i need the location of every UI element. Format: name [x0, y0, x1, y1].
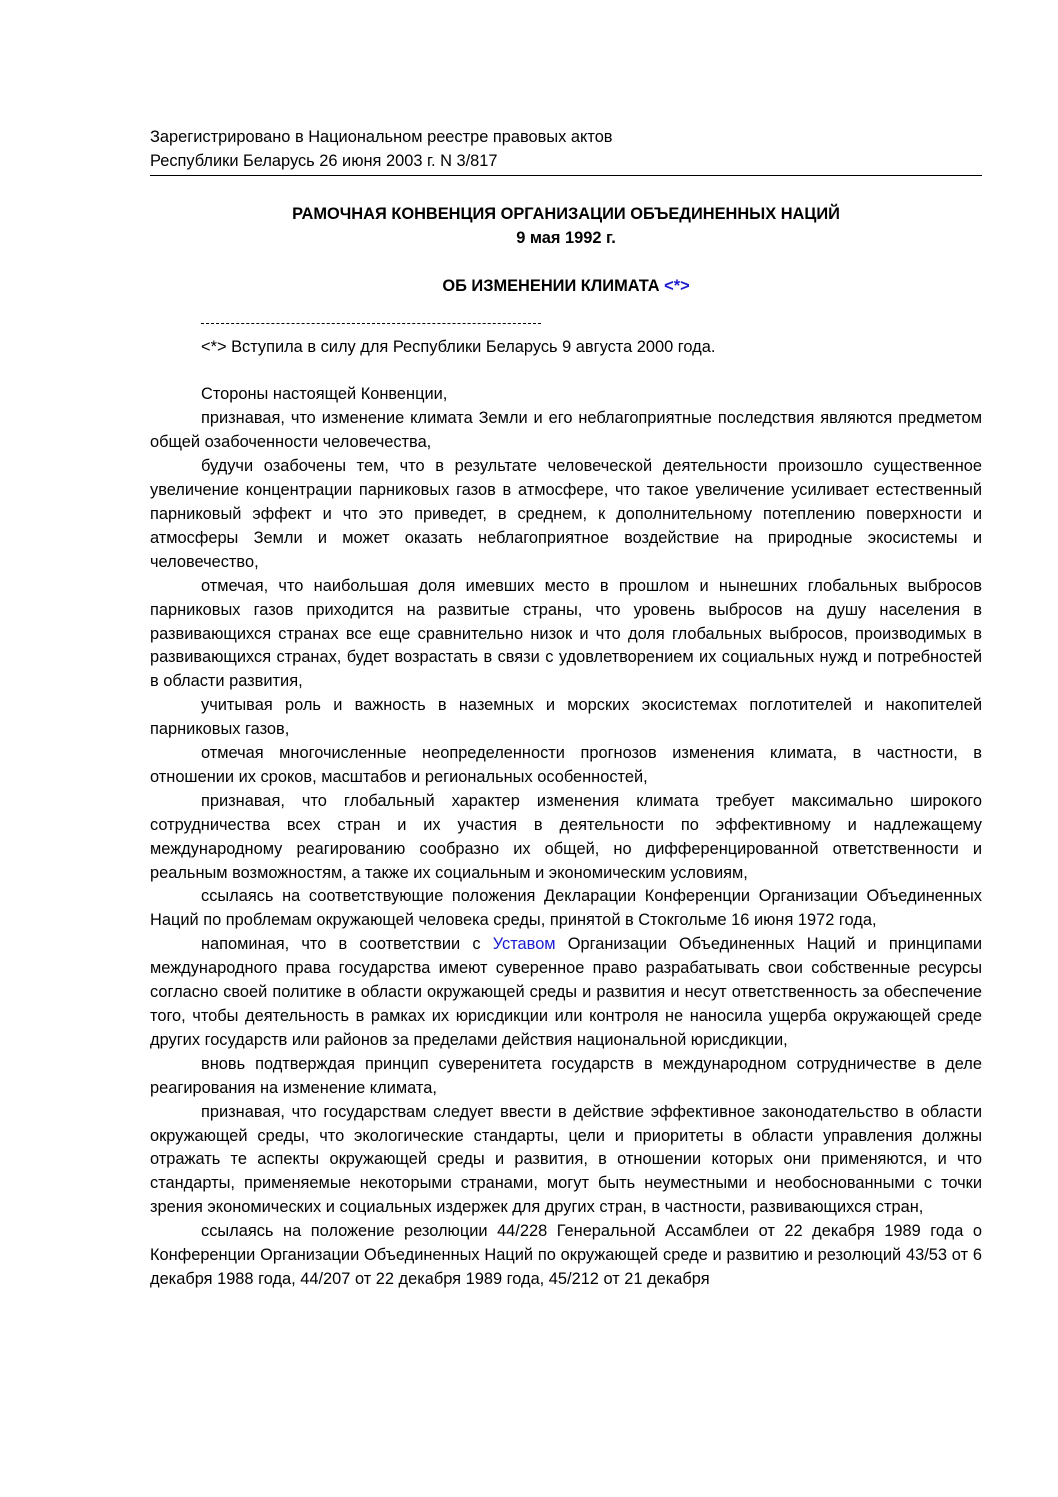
- subtitle-text: ОБ ИЗМЕНЕНИИ КЛИМАТА: [442, 276, 660, 295]
- paragraph: вновь подтверждая принцип суверенитета государств в международном сотрудничестве в деле реагирования на изменение климата,: [150, 1054, 982, 1097]
- paragraph: ссылаясь на положение резолюции 44/228 Генеральной Ассамблеи от 22 декабря 1989 года о Конференции Организации Объединенных Наций по окружающей среде и развитию и резолюций 43/53 от 6 декабря 1988 года, 44/207 от 22 декабря 1989 года, 45/212 от 21 декабря: [150, 1222, 982, 1288]
- paragraph: ссылаясь на соответствующие положения Декларации Конференции Организации Объединенных Наций по проблемам окружающей человека среды, принятой в Стокгольме 16 июня 1972 года,: [150, 887, 982, 930]
- footnote-reference-link[interactable]: <*>: [664, 276, 690, 295]
- paragraph: будучи озабочены тем, что в результате человеческой деятельности произошло существенное увеличение концентрации парниковых газов в атмосфере, что такое увеличение усиливает естественный парниковый эффект и что это приведет, в среднем, к дополнительному потеплению поверхности и атмосферы Земли и может оказать неблагоприятное воздействие на природные экосистемы и человечество,: [150, 457, 982, 571]
- footnote-divider: [201, 323, 541, 336]
- paragraph: учитывая роль и важность в наземных и морских экосистемах поглотителей и накопителей парниковых газов,: [150, 696, 982, 739]
- paragraph: признавая, что изменение климата Земли и его неблагоприятные последствия являются предметом общей озабоченности человечества,: [150, 409, 982, 452]
- document-title: [150, 203, 982, 251]
- paragraph: отмечая многочисленные неопределенности прогнозов изменения климата, в частности, в отношении их сроков, масштабов и региональных особенностей,: [150, 744, 982, 786]
- paragraph: признавая, что государствам следует ввести в действие эффективное законодательство в области окружающей среды, что экологические стандарты, цели и приоритеты в области управления должны отражать те аспекты окружающей среды и развития, в отношении которых они применяются, и что стандарты, применяемые некоторыми странами, могут быть неуместными и необоснованными с точки зрения экономических и социальных издержек для других стран, в частности, развивающихся стран,: [150, 1102, 982, 1217]
- intro-line: Стороны настоящей Конвенции,: [201, 385, 448, 404]
- registration-block: [150, 126, 982, 176]
- document-body: [150, 383, 982, 1291]
- registration-line-2: Республики Беларусь 26 июня 2003 г. N 3/817: [150, 151, 498, 170]
- paragraph: отмечая, что наибольшая доля имевших место в прошлом и нынешних глобальных выбросов парниковых газов приходится на развитые страны, что уровень выбросов на душу населения в развивающихся странах все еще сравнительно низок и что доля глобальных выбросов, производимых в развивающихся странах, будет возрастать в связи с удовлетворением их социальных нужд и потребностей в области развития,: [150, 576, 982, 691]
- charter-paragraph: [150, 933, 982, 1053]
- charter-link[interactable]: Уставом: [492, 935, 556, 954]
- title-date: 9 мая 1992 г.: [516, 228, 616, 247]
- document-subtitle: [150, 275, 982, 299]
- document-page: [150, 126, 982, 1292]
- footnote-text: <*> Вступила в силу для Республики Беларусь 9 августа 2000 года.: [201, 337, 716, 356]
- registration-line-1: Зарегистрировано в Национальном реестре правовых актов: [150, 128, 613, 146]
- charter-text-before: напоминая, что в соответствии с: [201, 935, 493, 954]
- title-line-1: РАМОЧНАЯ КОНВЕНЦИЯ ОРГАНИЗАЦИИ ОБЪЕДИНЕННЫХ НАЦИЙ: [292, 204, 840, 223]
- paragraph: признавая, что глобальный характер изменения климата требует максимально широкого сотрудничества всех стран и их участия в деятельности по эффективному и надлежащему международному реагированию сообразно их общей, но дифференцированной ответственности и реальным возможностям, а также их социальным и экономическим условиям,: [150, 791, 982, 882]
- charter-text-after: Организации Объединенных Наций и принципами международного права государства имеют суверенное право разрабатывать свои собственные ресурсы согласно своей политике в области окружающей среды и развития и несут ответственность за обеспечение того, чтобы деятельность в рамках их юрисдикции или контроля не наносила ущерба окружающей среде других государств или районов за пределами действия национальной юрисдикции,: [150, 935, 982, 1049]
